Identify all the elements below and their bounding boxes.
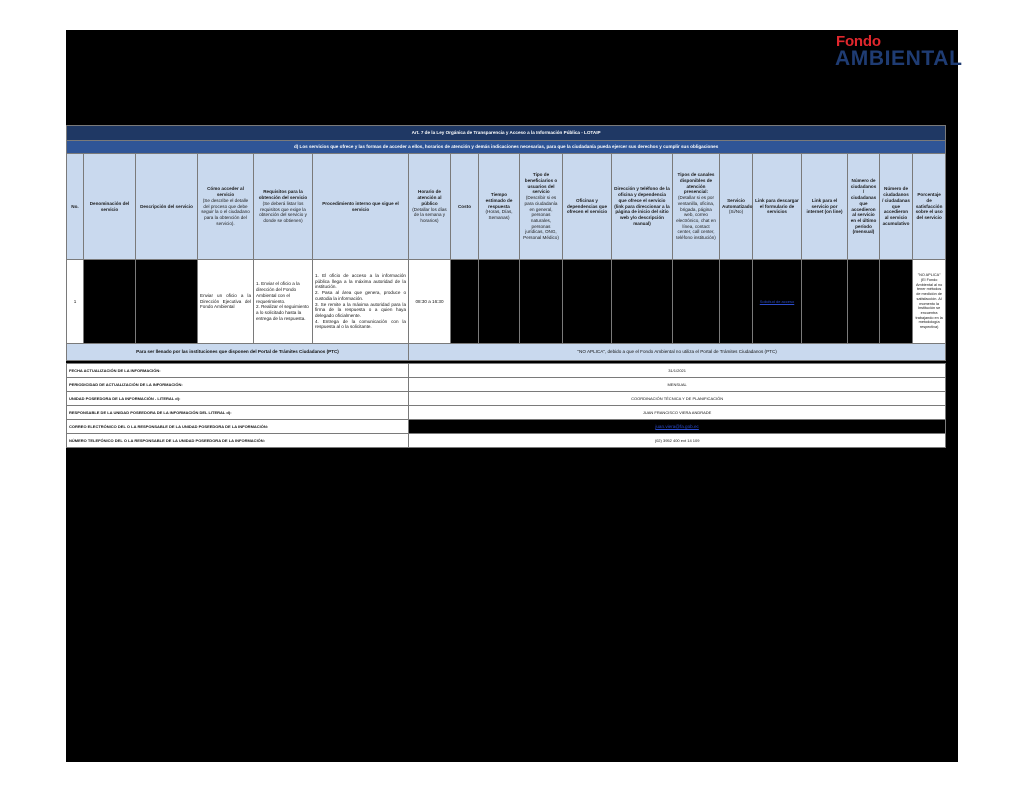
- meta-label: UNIDAD POSEEDORA DE LA INFORMACIÓN - LITERAL d):: [67, 392, 409, 406]
- cell-redacted: [563, 260, 612, 344]
- header-cell: Número de ciudadanos / ciudadanas que accedieron al servicio acumulativo: [880, 154, 913, 260]
- header-cell: Porcentaje de satisfacción sobre el uso del servicio: [913, 154, 946, 260]
- header-cell: Descripción del servicio: [136, 154, 198, 260]
- cell-horario: 08:30 a 16:30: [409, 260, 451, 344]
- meta-row: [67, 378, 946, 392]
- cell-redacted: [520, 260, 563, 344]
- email-link[interactable]: juan.viera@fa.gob.ec: [655, 423, 699, 429]
- header-cell: Tipo de beneficiarios o usuarios del servicio (Describir si es para ciudadanía en general, personas naturales, personas jurídicas, ONG, Personal Médico): [520, 154, 563, 260]
- header-cell: Denominación del servicio: [84, 154, 136, 260]
- ptc-value: "NO APLICA", debido a que el Fondo Ambiental no utiliza el Portal de Trámites Ciudadanos (PTC): [409, 344, 946, 361]
- cell-requisitos: 1. Enviar el oficio a la dirección del Fondo Ambiental con el requerimiento. 2. Realizar el seguimiento a lo solicitado hasta la entrega de la respuesta.: [254, 260, 313, 344]
- header-cell: Dirección y teléfono de la oficina y dependencia que ofrece el servicio (link para direccionar a la página de inicio del sitio web y/o descripción manual): [612, 154, 673, 260]
- meta-value: [409, 420, 946, 434]
- header-cell: Link para el servicio por internet (on line): [802, 154, 848, 260]
- meta-label: PERIODICIDAD DE ACTUALIZACIÓN DE LA INFORMACIÓN:: [67, 378, 409, 392]
- cell-redacted: [84, 260, 136, 344]
- meta-label: RESPONSABLE DE LA UNIDAD POSEEDORA DE LA INFORMACIÓN DEL LITERAL d):: [67, 406, 409, 420]
- form-link[interactable]: Solicitud de acceso: [759, 298, 795, 304]
- ptc-label: Para ser llenado por las instituciones que disponen del Portal de Trámites Ciudadanos (PTC): [67, 344, 409, 361]
- cell-redacted: [848, 260, 880, 344]
- meta-label: CORREO ELECTRÓNICO DEL O LA RESPONSABLE DE LA UNIDAD POSEEDORA DE LA INFORMACIÓN:: [67, 420, 409, 434]
- header-cell: Tipos de canales disponibles de atención presencial: (Detallar si es por ventanilla, oficina, brigada, página web, correo electrónico, chat en línea, contact center, call center, teléfono institución): [673, 154, 720, 260]
- cell-redacted: [451, 260, 479, 344]
- meta-value: COORDINACIÓN TÉCNICA Y DE PLANIFICACIÓN: [409, 392, 946, 406]
- meta-label: FECHA ACTUALIZACIÓN DE LA INFORMACIÓN:: [67, 364, 409, 378]
- table-row: [67, 260, 946, 344]
- header-cell: Cómo acceder al servicio (Se describe el detalle del proceso que debe seguir la o el ciudadano para la obtención del servicio).: [198, 154, 254, 260]
- cell-redacted: [479, 260, 520, 344]
- ptc-row: [67, 344, 946, 361]
- logo-line-fondo: Fondo: [836, 33, 881, 50]
- header-cell: Link para descargar el formulario de servicios: [753, 154, 802, 260]
- cell-redacted: [673, 260, 720, 344]
- meta-value: 31/1/2021: [409, 364, 946, 378]
- cell-redacted: [880, 260, 913, 344]
- cell-redacted: [136, 260, 198, 344]
- cell-form-link: [753, 260, 802, 344]
- meta-label: NÚMERO TELEFÓNICO DEL O LA RESPONSABLE DE LA UNIDAD POSEEDORA DE LA INFORMACIÓN:: [67, 434, 409, 448]
- cell-redacted: [720, 260, 753, 344]
- header-cell: Tiempo estimado de respuesta (Horas, Días, Semanas): [479, 154, 520, 260]
- cell-redacted: [802, 260, 848, 344]
- meta-row: [67, 392, 946, 406]
- header-cell: Requisitos para la obtención del servicio (Se deberá listar los requisitos que exige la obtención del servicio y donde se obtienen): [254, 154, 313, 260]
- sheet-title: Art. 7 de la Ley Orgánica de Transparencia y Acceso a la Información Pública - LOTAIP: [67, 126, 946, 141]
- services-table: [66, 125, 946, 448]
- sheet-subtitle: d) Los servicios que ofrece y las formas de acceder a ellos, horarios de atención y demás indicaciones necesarias, para que la ciudadanía pueda ejercer sus derechos y cumplir sus obligaciones: [67, 141, 946, 154]
- header-cell: Costo: [451, 154, 479, 260]
- meta-value: (02) 3952 400 ext 14 109: [409, 434, 946, 448]
- meta-row: [67, 434, 946, 448]
- cell-no: 1: [67, 260, 84, 344]
- cell-satisfaccion: "NO APLICA" (El Fondo Ambiental al no tener métodos de medición de satisfacción. Al momento la Institución se encuentra trabajando en la metodología respectiva): [913, 260, 946, 344]
- logo-line-ambiental: AMBIENTAL: [835, 47, 963, 70]
- lotaip-sheet: [66, 125, 943, 448]
- header-row: [67, 154, 946, 260]
- meta-row: [67, 364, 946, 378]
- meta-row: [67, 406, 946, 420]
- cell-redacted: [612, 260, 673, 344]
- meta-row: [67, 420, 946, 434]
- cell-procedimiento: 1. El oficio de acceso a la información pública llega a la máxima autoridad de la institución. 2. Pasa al área que genera, produce o custodia la información. 3. Se remite a la máxima autoridad para la firma de la respuesta o a quien haya delegado oficialmente. 4. Entrega de la comunicación con la respuesta al o la solicitante.: [313, 260, 409, 344]
- cell-como-acceder: Enviar un oficio a la Dirección Ejecutiva del Fondo Ambiental: [198, 260, 254, 344]
- meta-value: MENSUAL: [409, 378, 946, 392]
- header-cell: No.: [67, 154, 84, 260]
- header-cell: Procedimiento interno que sigue el servicio: [313, 154, 409, 260]
- header-cell: Oficinas y dependencias que ofrecen el servicio: [563, 154, 612, 260]
- header-cell: Servicio Automatizado (Si/No): [720, 154, 753, 260]
- header-cell: Horario de atención al público (Detallar los días de la semana y horarios): [409, 154, 451, 260]
- meta-value: JUAN FRANCISCO VIERA ANDRADE: [409, 406, 946, 420]
- header-cell: Número de ciudadanos / ciudadanas que accedieron al servicio en el último período (mensual): [848, 154, 880, 260]
